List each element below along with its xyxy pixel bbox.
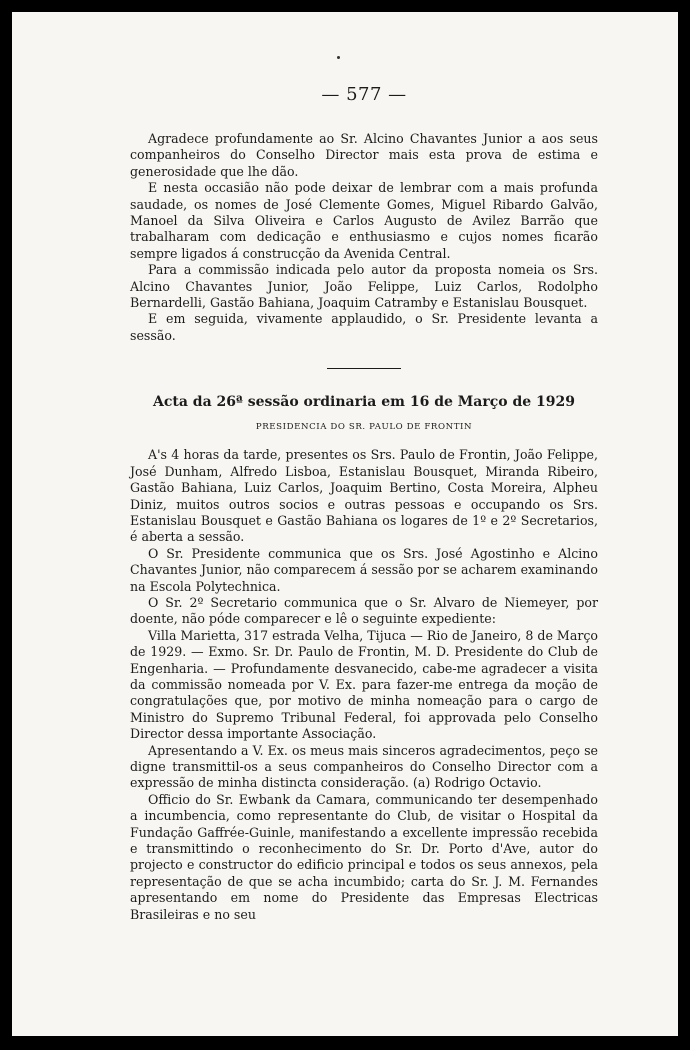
presidency-line: PRESIDENCIA DO SR. PAULO DE FRONTIN [255, 422, 473, 433]
section-acta-26 [130, 393, 598, 923]
paragraph: Villa Marietta, 317 estrada Velha, Tijuca — Rio de Janeiro, 8 de Março de 1929. — Exmo. Sr. Dr. Paulo de Frontin, M. D. Presidente do Club de Engenharia. — Profundamente desvanecido, cabe-me agradecer a visita da commissão nomeada por V. Ex. para fazer-me entrega da moção de congratulações que, por motivo de minha nomeação para o cargo de Ministro do Supremo Tribunal Federal, foi approvada pelo Conselho Director dessa importante Associação. [130, 627, 598, 742]
paragraph: A's 4 horas da tarde, presentes os Srs. Paulo de Frontin, João Felippe, José Dunham, Alfredo Lisboa, Estanislau Bousquet, Miranda Ribeiro, Gastão Bahiana, Luiz Carlos, Joaquim Bertino, Costa Moreira, Alpheu Diniz, muitos outros socios e outras pessoas e occupando os Srs. Estanislau Bousquet e Gastão Bahiana os logares de 1º e 2º Secretarios, é aberta a sessão. [130, 447, 598, 545]
paragraph: O Sr. Presidente communica que os Srs. José Agostinho e Alcino Chavantes Junior, não comparecem á sessão por se acharem examinando na Escola Polytechnica. [130, 545, 598, 594]
section-closing-remarks [130, 131, 598, 344]
section-title: Acta da 26ª sessão ordinaria em 16 de Março de 1929 [153, 394, 575, 411]
paragraph: Para a commissão indicada pelo autor da proposta nomeia os Srs. Alcino Chavantes Junior, João Felippe, Luiz Carlos, Rodolpho Bernardelli, Gastão Bahiana, Joaquim Catramby e Estanislau Bousquet. [130, 262, 598, 311]
page-number: — 577 — [321, 84, 407, 105]
paragraph: O Sr. 2º Secretario communica que o Sr. Alvaro de Niemeyer, por doente, não póde comparecer e lê o seguinte expediente: [130, 594, 598, 627]
paragraph: Agradece profundamente ao Sr. Alcino Chavantes Junior a aos seus companheiros do Conselho Director mais esta prova de estima e generosidade que lhe dão. [130, 131, 598, 179]
section-divider [327, 368, 401, 369]
paragraph: E em seguida, vivamente applaudido, o Sr. Presidente levanta a sessão. [130, 311, 598, 343]
paragraph: Apresentando a V. Ex. os meus mais sinceros agradecimentos, peço se digne transmittil-os a seus companheiros do Conselho Director com a expressão de minha distincta consideração. (a) Rodrigo Octavio. [130, 742, 598, 791]
document-page [12, 12, 678, 1036]
ink-speck [337, 56, 340, 59]
paragraph: Officio do Sr. Ewbank da Camara, communicando ter desempenhado a incumbencia, como representante do Club, de visitar o Hospital da Fundação Gaffrée-Guinle, manifestando a excellente impressão recebida e transmittindo o reconhecimento do Sr. Dr. Porto d'Ave, autor do projecto e constructor do edificio principal e todos os seus annexos, pela representação de que se acha incumbido; carta do Sr. J. M. Fernandes apresentando em nome do Presidente das Empresas Electricas Brasileiras e no seu [130, 791, 598, 922]
paragraph: E nesta occasião não pode deixar de lembrar com a mais profunda saudade, os nomes de José Clemente Gomes, Miguel Ribardo Galvão, Manoel da Silva Oliveira e Carlos Augusto de Avilez Barrão que trabalharam com dedicação e enthusiasmo e cujos nomes ficarão sempre ligados á construcção da Avenida Central. [130, 180, 598, 261]
page-content [130, 84, 598, 923]
